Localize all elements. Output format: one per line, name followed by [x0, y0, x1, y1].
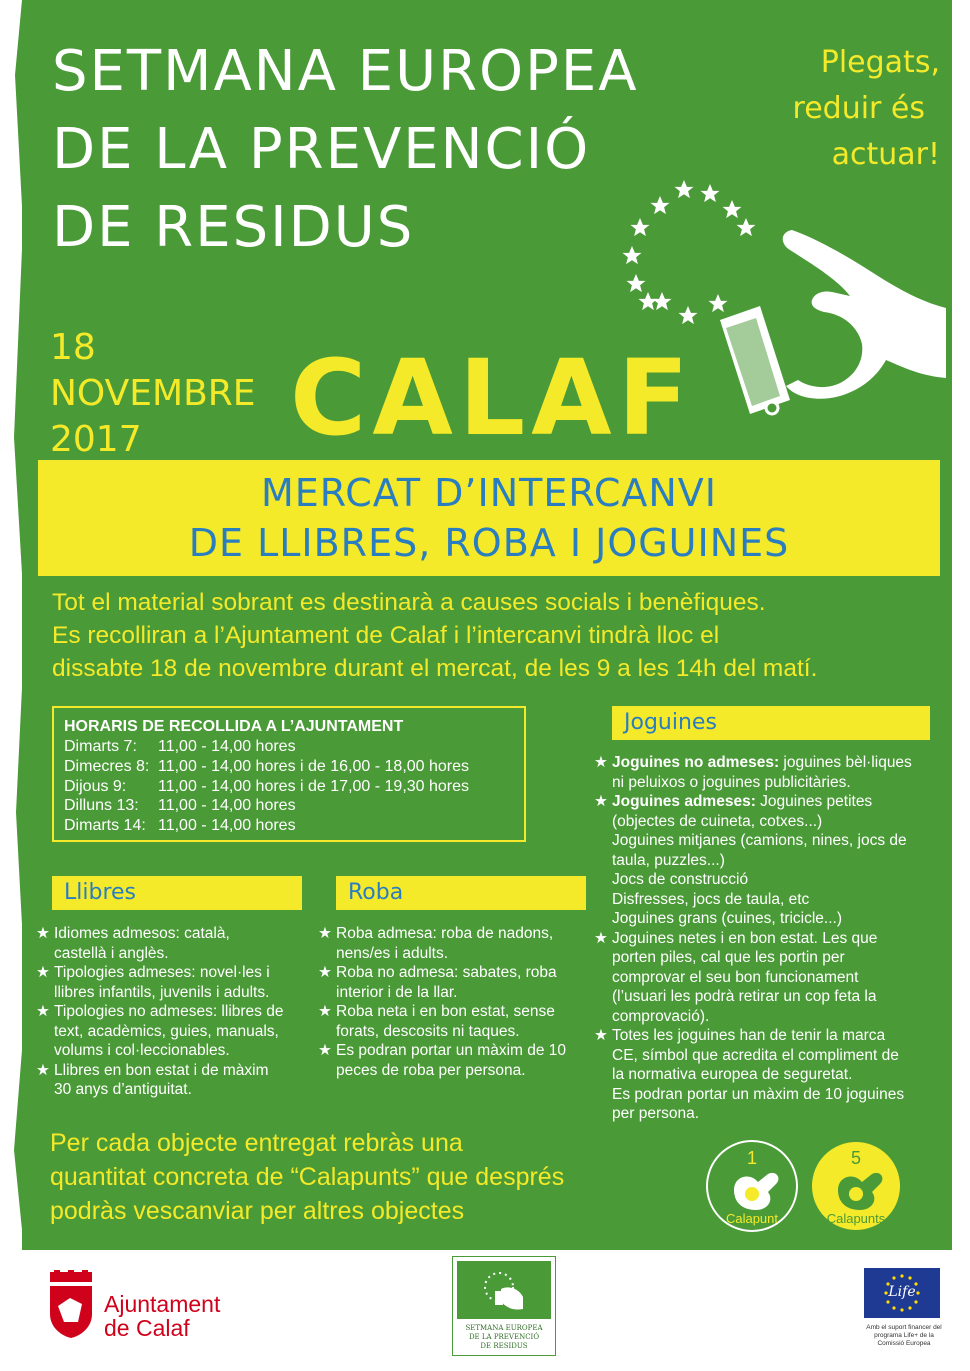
- list-line: (objectes de cuineta, cotxes...): [612, 812, 823, 830]
- list-line: Joguines grans (cuines, tricicle...): [612, 910, 843, 927]
- badge-label: Calapunt: [725, 1211, 779, 1226]
- star-bullet-icon: ★: [594, 929, 608, 947]
- title-line-3: DE RESIDUS: [52, 195, 415, 260]
- slogan-line-2: reduir és: [792, 91, 925, 126]
- list-line: per persona.: [612, 1105, 700, 1122]
- star-bullet-icon: ★: [36, 1003, 50, 1020]
- clothes-header-label: Roba: [348, 880, 404, 905]
- star-bullet-icon: ★: [318, 925, 332, 942]
- list-item: [318, 1041, 598, 1080]
- life-support-line-3: Comissió Europea: [877, 1340, 931, 1347]
- star-bullet-icon: ★: [594, 1027, 608, 1044]
- town-name: CALAF: [290, 337, 695, 459]
- hand-icon: [832, 1168, 888, 1212]
- list-line: volums i col·leccionables.: [54, 1042, 230, 1059]
- list-line: [612, 792, 944, 812]
- hours-row: [64, 738, 296, 756]
- hours-row: [64, 817, 296, 835]
- hand-icon: [728, 1168, 784, 1212]
- list-line: comprovació).: [612, 1007, 710, 1025]
- event-banner: [38, 460, 940, 576]
- list-line: forats, descosits ni taques.: [336, 1022, 520, 1040]
- list-line: Totes les joguines han de tenir la marca: [612, 1027, 886, 1044]
- mini-hand-icon: [479, 1267, 529, 1315]
- title-line-1: SETMANA EUROPEA: [52, 39, 639, 104]
- list-line: Jocs de construcció: [612, 871, 749, 888]
- list-line: Joguines mitjanes (camions, nines, jocs de: [612, 832, 907, 849]
- list-line: Idiomes admesos: català,: [54, 925, 230, 942]
- list-line: text, acadèmics, guies, manuals,: [54, 1022, 279, 1040]
- star-bullet-icon: ★: [36, 964, 50, 981]
- clothes-list: [318, 924, 598, 1080]
- intro-line-2: Es recolliran a l’Ajuntament de Calaf i l’intercanvi tindrà lloc el: [52, 622, 720, 649]
- star-bullet-icon: ★: [594, 793, 608, 810]
- list-line: Tipologies no admeses: llibres de: [54, 1003, 284, 1020]
- hours-time: 11,00 - 14,00 hores: [158, 738, 296, 755]
- hours-day: Dimarts 14:: [64, 817, 146, 834]
- outro-line-2: quantitat concreta de “Calapunts” que després: [50, 1163, 565, 1191]
- slogan-line-3: actuar!: [831, 137, 940, 172]
- town-council-logo: [104, 1292, 220, 1340]
- list-item: [594, 753, 944, 792]
- list-item: [36, 1061, 326, 1100]
- list-item: [36, 1002, 326, 1061]
- hours-time: 11,00 - 14,00 hores i de 16,00 - 18,00 hores: [158, 758, 470, 775]
- hours-row: [64, 778, 469, 796]
- list-line: taula, puzzles...): [612, 851, 725, 869]
- list-line: Tipologies admeses: novel·les i: [54, 964, 270, 981]
- hours-day: Dimarts 7:: [64, 738, 137, 755]
- eu-flag-icon: [864, 1268, 940, 1318]
- list-line: comprovar el seu bon funcionament: [612, 968, 859, 986]
- star-bullet-icon: ★: [594, 754, 608, 771]
- list-line: Roba no admesa: sabates, roba: [336, 964, 557, 981]
- town-council-line-2: de Calaf: [104, 1315, 190, 1341]
- intro-line-3: dissabte 18 de novembre durant el mercat, de les 9 a les 14h del matí.: [52, 655, 818, 682]
- hours-row: [64, 797, 296, 815]
- list-item: [36, 963, 326, 1002]
- star-bullet-icon: ★: [318, 1003, 332, 1020]
- outro-line-3: podràs vescanviar per altres objectes: [50, 1197, 465, 1225]
- star-bullet-icon: ★: [36, 1061, 50, 1079]
- hours-time: 11,00 - 14,00 hores i de 17,00 - 19,30 hores: [158, 778, 470, 795]
- life-support-line-2: programa Life+ de la: [874, 1332, 934, 1339]
- hours-day: Dijous 9:: [64, 778, 127, 795]
- books-header-label: Llibres: [64, 880, 137, 905]
- toys-header: [612, 706, 930, 740]
- calapunts-badge: [810, 1140, 902, 1232]
- list-line: llibres infantils, juvenils i adults.: [54, 983, 270, 1001]
- star-bullet-icon: ★: [318, 1042, 332, 1059]
- list-item: [318, 1002, 598, 1041]
- list-line: peces de roba per persona.: [336, 1061, 526, 1079]
- list-item: [318, 963, 598, 1002]
- list-line: porten piles, cal que les portin per: [612, 949, 845, 966]
- badge-number: 1: [746, 1148, 757, 1168]
- mini-logo-line-2: DE LA PREVENCIÓ: [468, 1333, 540, 1341]
- banner-line-2: DE LLIBRES, ROBA I JOGUINES: [188, 521, 790, 565]
- list-line: [612, 753, 944, 773]
- hours-day: Dimecres 8:: [64, 758, 150, 775]
- list-text: joguines bèl·liques: [779, 754, 912, 771]
- list-line: Disfresses, jocs de taula, etc: [612, 890, 810, 908]
- list-item: [36, 924, 326, 963]
- list-item: [594, 792, 944, 929]
- toys-header-label: Joguines: [624, 710, 717, 735]
- list-line: 30 anys d’antiguitat.: [54, 1081, 192, 1098]
- date-day: 18: [50, 327, 96, 368]
- list-line: (l’usuari les podrà retirar un cop feta la: [612, 988, 877, 1005]
- campaign-mini-logo: [452, 1256, 556, 1356]
- list-text: Joguines petites: [755, 793, 873, 810]
- list-bold-label: Joguines no admeses:: [612, 754, 780, 771]
- hours-row: [64, 758, 469, 776]
- star-bullet-icon: ★: [36, 925, 50, 942]
- hours-day: Dilluns 13:: [64, 797, 139, 814]
- hand-bin-icon: [700, 210, 950, 450]
- list-item: [318, 924, 598, 963]
- toys-list: [594, 753, 944, 1124]
- mini-logo-line-1: SETMANA EUROPEA: [465, 1324, 543, 1332]
- life-wordmark: Life: [888, 1284, 916, 1300]
- title-line-2: DE LA PREVENCIÓ: [52, 117, 591, 182]
- mini-logo-background: [457, 1261, 551, 1319]
- hours-title: HORARIS DE RECOLLIDA A L’AJUNTAMENT: [64, 718, 404, 735]
- list-line: Roba admesa: roba de nadons,: [336, 925, 554, 942]
- outro-line-1: Per cada objecte entregat rebràs una: [50, 1129, 463, 1157]
- books-list: [36, 924, 326, 1100]
- list-line: Llibres en bon estat i de màxim: [54, 1061, 269, 1079]
- list-line: nens/es i adults.: [336, 944, 449, 962]
- list-line: ni peluixos o joguines publicitàries.: [612, 773, 851, 791]
- list-bold-label: Joguines admeses:: [612, 793, 756, 810]
- calapunt-badge: [706, 1140, 798, 1232]
- clothes-header: [336, 876, 586, 910]
- date-month: NOVEMBRE: [50, 373, 256, 414]
- town-crest-icon: [48, 1270, 94, 1340]
- date-year: 2017: [50, 419, 142, 460]
- list-item: [594, 1026, 944, 1124]
- list-line: Es podran portar un màxim de 10 joguines: [612, 1085, 905, 1103]
- list-line: Roba neta i en bon estat, sense: [336, 1003, 555, 1020]
- life-support-line-1: Amb el suport financer del: [866, 1324, 942, 1331]
- town-council-line-1: Ajuntament: [104, 1291, 221, 1317]
- mini-logo-line-3: DE RESIDUS: [480, 1342, 528, 1350]
- list-line: castellà i anglès.: [54, 944, 169, 962]
- hours-time: 11,00 - 14,00 hores: [158, 797, 296, 814]
- banner-line-1: MERCAT D’INTERCANVI: [260, 471, 718, 515]
- badge-label: Calapunts: [826, 1211, 886, 1226]
- list-line: Es podran portar un màxim de 10: [336, 1042, 567, 1059]
- list-item: [594, 929, 944, 1027]
- books-header: [52, 876, 302, 910]
- list-line: la normativa europea de seguretat.: [612, 1066, 853, 1083]
- collection-hours-box: [52, 706, 526, 842]
- hours-time: 11,00 - 14,00 hores: [158, 817, 296, 834]
- star-bullet-icon: ★: [318, 964, 332, 981]
- intro-line-1: Tot el material sobrant es destinarà a causes socials i benèfiques.: [52, 589, 766, 616]
- list-line: CE, símbol que acredita el compliment de: [612, 1046, 899, 1064]
- list-line: interior i de la llar.: [336, 983, 458, 1001]
- badge-number: 5: [850, 1148, 861, 1168]
- list-line: Joguines netes i en bon estat. Les que: [612, 929, 878, 947]
- slogan-line-1: Plegats,: [820, 45, 940, 80]
